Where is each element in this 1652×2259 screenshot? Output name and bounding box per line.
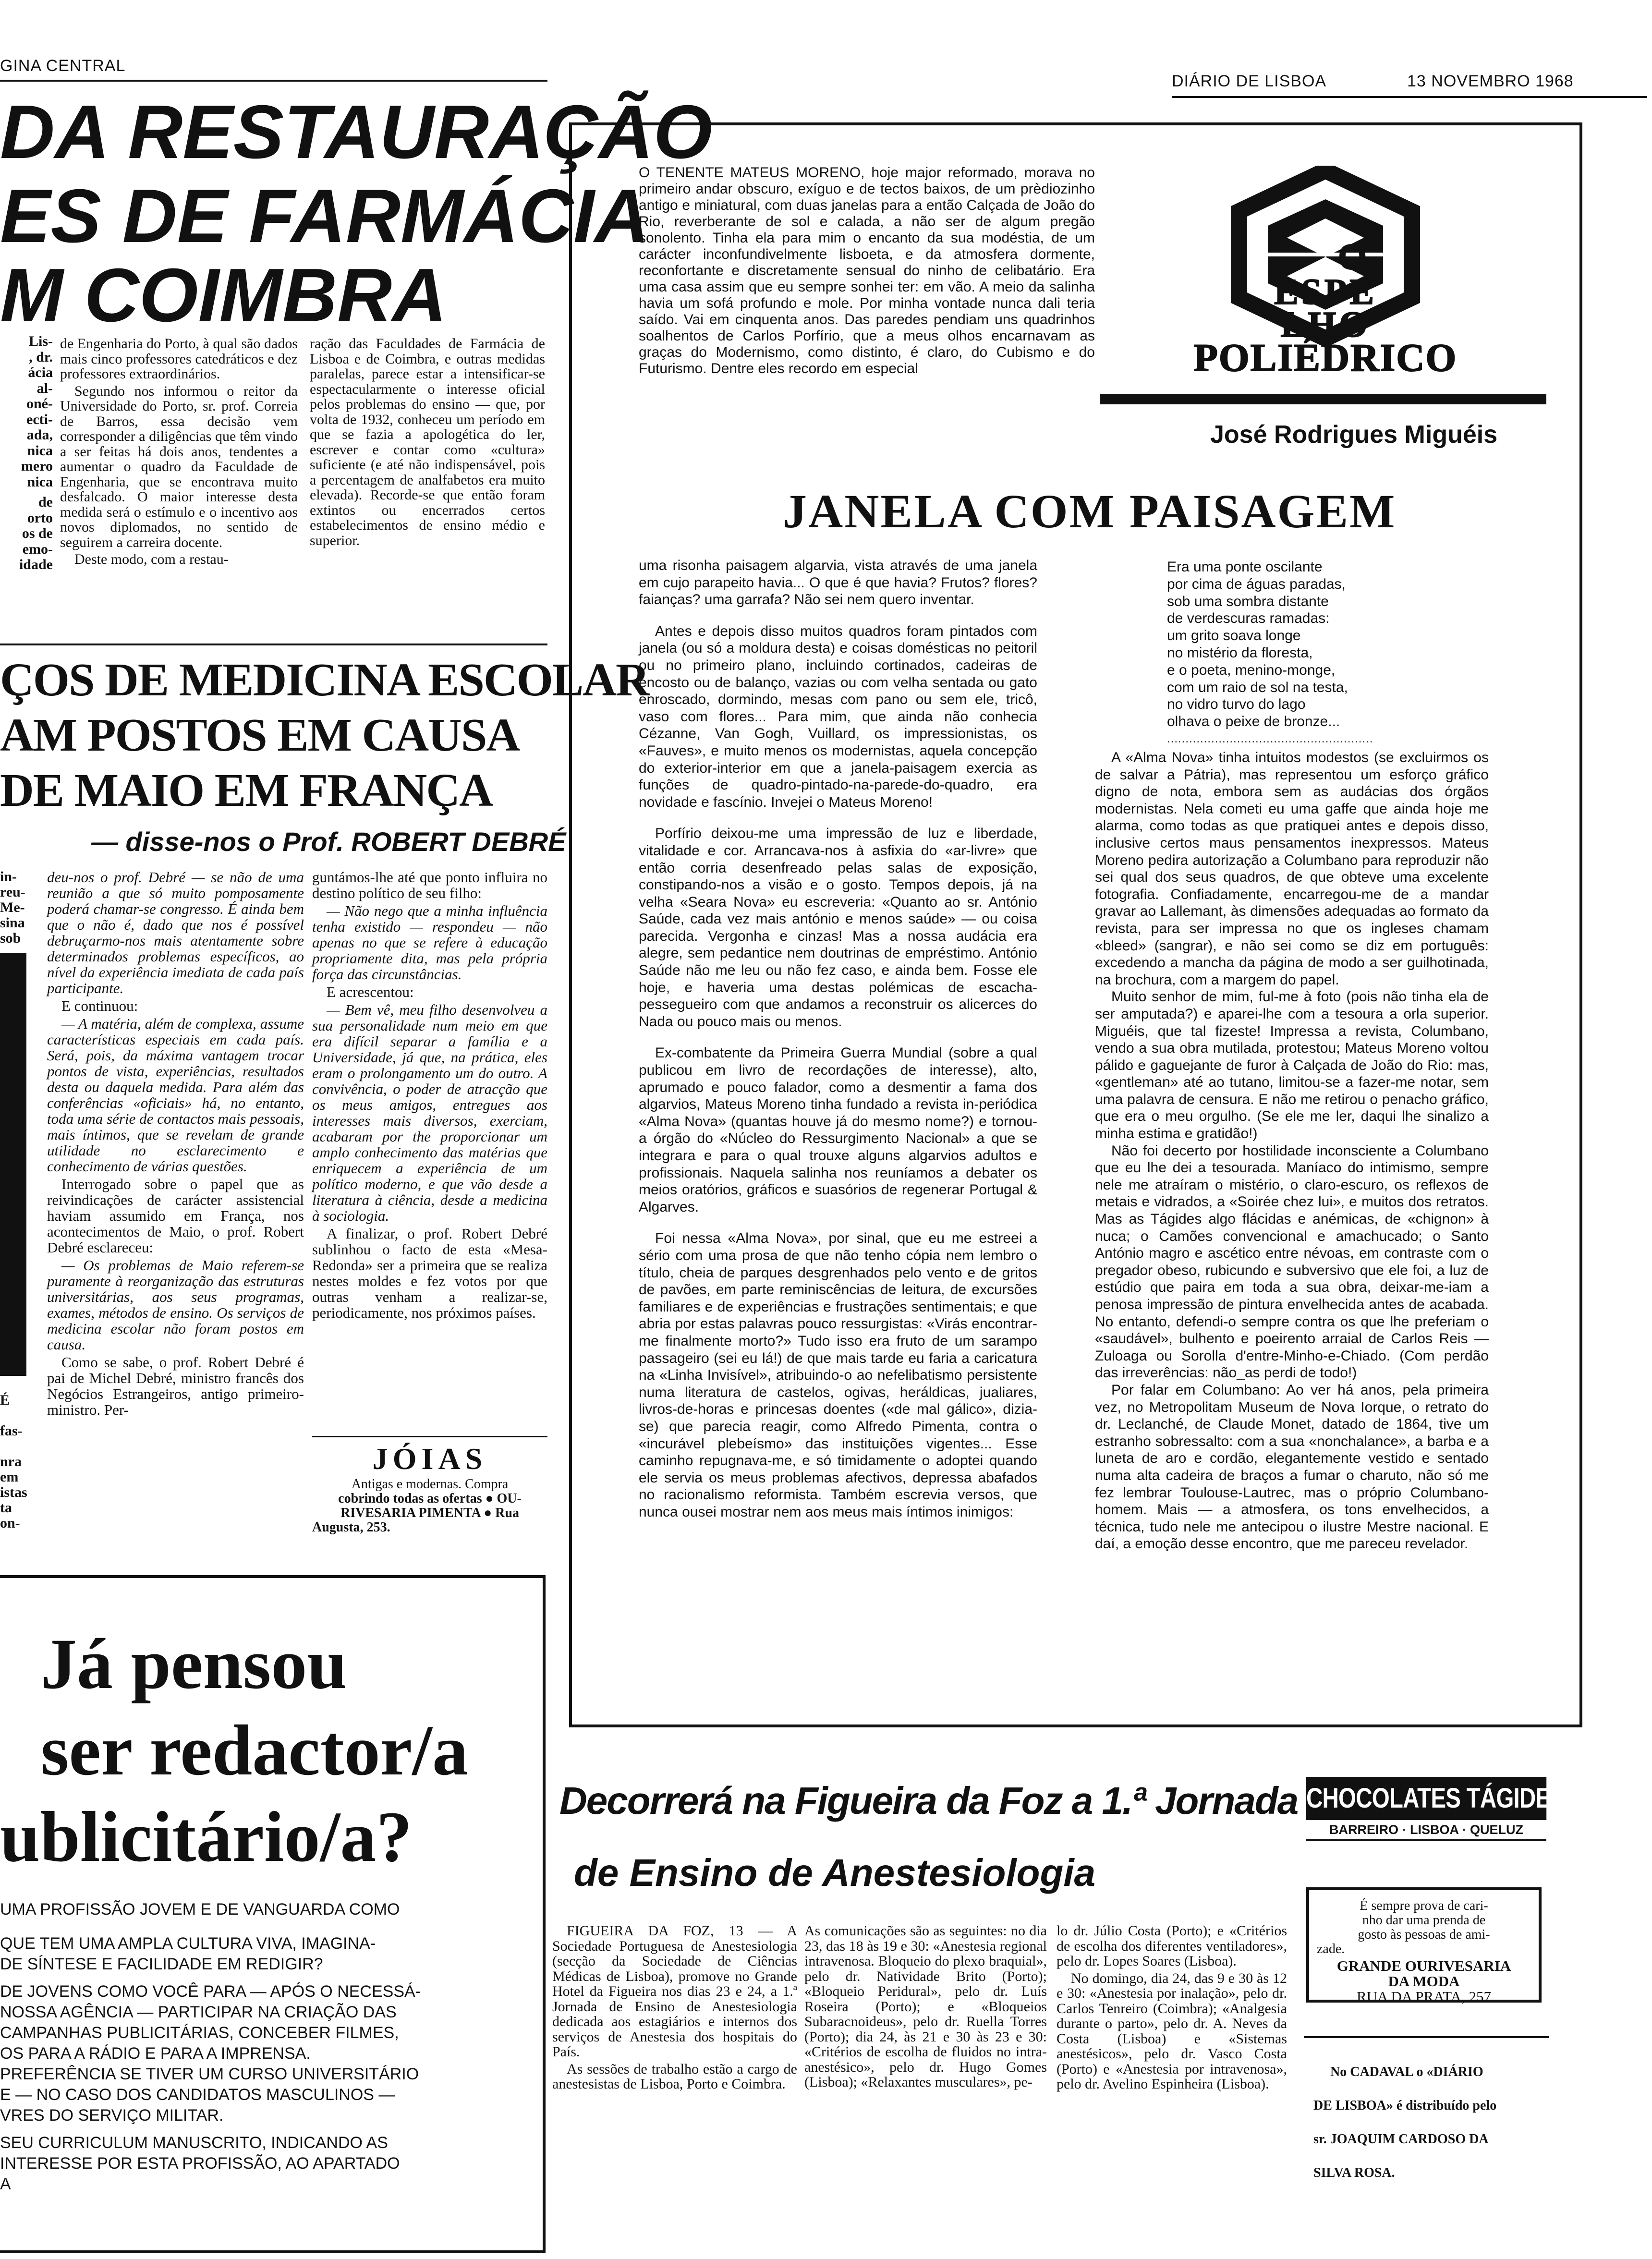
medicina-headline-2: AM POSTOS EM CAUSA	[0, 709, 520, 761]
anestesia-column-2: As comunicações são as seguintes: no dia 23, das 18 às 19 e 30: «Anestesia regional intravenosa. Bloqueio do plexo braquial», pelo dr. Natividade Brito (Porto); «Bloqueio Peridural», pelo dr. Luís Roseira (Porto); e «Bloqueios Subaracnoideus», pelo dr. Ruella Torres (Porto); dia 24, às 21 e 30 às 23 e 30: «Critérios de escolha de fluidos no intra-anestésico», pelo dr. Hugo Gomes (Lisboa); «Relaxantes musculares», pe-	[804, 1923, 1047, 2090]
anestesia-column-3: lo dr. Júlio Costa (Porto); e «Critérios de escolha dos diferentes ventiladores», pelo dr. Lopes Soares (Lisboa). No domingo, dia 24, das 9 e 30 às 12 e 30: «Anestesia por inalação», pelo dr. Carlos Tenreiro (Coimbra); «Analgesia durante o parto», pelo dr. A. Neves da Costa (Lisboa) e «Sistemas anestésicos», pelo dr. Vasco Costa (Porto) e «Anestesia por intravenosa», pelo dr. Avelino Espinheira (Lisboa).	[1057, 1923, 1287, 2092]
anestesia-headline-2: de Ensino de Anestesiologia	[574, 1851, 1096, 1894]
espelho-intro: O TENENTE MATEUS MORENO, hoje major reformado, morava no primeiro andar obscuro, exíguo e de tectos baixos, de um prèdiozinho antigo e miniatural, com duas janelas para a então Calçada de João do Rio, reverberante de sol e calada, a não ser de algum pregão sonolento. Tinha ela para mim o encanto da sua modéstia, de um carácter inconfundivelmente lisboeta, e da atmosfera dormente, reconfortante e discretamente sensual do ninho de celibatário. Era uma casa assim que eu sempre sonhei ter: em vão. A meio da salinha havia um sofá profundo e mole. Por minha vontade nunca dali teria saído. Vai em cinquenta anos. Das paredes pendiam uns quadrinhos soalhentos de Carlos Porfírio, que a meus olhos encarnavam as graças do Modernismo, como distinto, é claro, do Cubismo e do Futurismo. Dentre eles recordo em especial	[639, 165, 1095, 376]
logo-word-o: O	[1337, 236, 1368, 278]
joias-line-4: Augusta, 253.	[312, 1520, 390, 1535]
joias-ad	[312, 1441, 547, 1535]
joias-line-2: cobrindo todas as ofertas ● OU-	[338, 1491, 522, 1506]
redactor-headline-2: ser redactor/a	[41, 1711, 468, 1790]
logo-word-espe: ESPE	[1274, 272, 1377, 312]
joias-top-rule	[312, 1436, 547, 1437]
espelho-column-1: uma risonha paisagem algarvia, vista através de uma janela em cujo parapeito havia... O que é que havia? Frutos? flores? faianças? uma garrafa? Não sei nem quero inventar. Antes e depois disso muitos quadros foram pintados com janela (ou só a moldura desta) e coisas domésticas no peitoril ou no primeiro plano, incluindo cortinados, cadeiras de encosto ou de balanço, vazias ou com velha sentada ou gato enroscado, dormindo, mesas com pano ou sem ele, tricô, vaso com flores... Para mim, que ainda não conhecia Cézanne, Van Gogh, Vuillard, os impressionistas, os «Fauves», e muito menos os modernistas, aquela concepção do exterior-interior em que a janela-paisagem exercia as funções de quadro-pintado-na-parede-do-quadro, era novidade e fascínio. Invejei o Mateus Moreno! Porfírio deixou-me uma impressão de luz e liberdade, vitalidade e cor. Arrancava-nos à asfixia do «ar-livre» que então corria desenfreado pelas salas de exposição, constipando-nos a visão e o gosto. Tempos depois, já na velha «Seara Nova» eu escreveria: «Quanto ao sr. António Saúde, cada vez mais antónio e menos saúde» — ou coisa parecida. Vergonha e cinzas! Mas a nossa audácia era alegre, sem pedantice nem doutrinas de empréstimo. António Saúde não me leu ou não fez caso, e ainda bem. Fosse ele hoje, e haveria uma destas polémicas de escacha-pessegueiro com que andamos a reconstruir os alicerces do Nada ou pouco mais ou menos. Ex-combatente da Primeira Guerra Mundial (sobre a qual publicou em livro de recordações de interesse), alto, aprumado e pouco falador, como a desmentir a fama dos algarvios, Mateus Moreno tinha fundado a revista in-periódica «Alma Nova» (quantas houve já do mesmo nome?) e tornou-a órgão do «Núcleo do Ressurgimento Nacional» a que se integrara e para o qual trouxe alguns algarvios adultos e profissionais. Naquela salinha nos reuníamos a debater os meios oratórios, gráficos e suasórios de regenerar Portugal & Algarves. Foi nessa «Alma Nova», por sinal, que eu me estreei a sério com uma prosa de que não tenho cópia nem lembro o título, cheia de parques desgrenhados pelo vento e de gritos de pavões, em parte reminiscências de leitura, de excursões familiares e de experiências e frustrações sentimentais; e que abria por estas palavras pouco ressurgistas: «Virás encontrar-me finalmente morto?» Tudo isso era fruto de um sarampo passageiro (sei eu lá!) de que mais tarde eu faria a caricatura na «Linha Invisível», atribuindo-o ao nefelibatismo persistente numa literatura de castelos, ogivas, heráldicas, jualiares, livros-de-horas e princesas doentes («de mal gálico», dizia-se) que parecia reagir, como Alfredo Pimenta, contra o «incurável plebeísmo» das instituições vigentes... Esse caminho repugnava-me, e só timidamente o adoptei quando ele servia os meus problemas afectivos, depressa abafados no racionalismo reformista. Também escrevia versos, que nunca ousei mostrar nem aos meus mais íntimos inimigos:	[639, 558, 1037, 1520]
redactor-body: UMA PROFISSÃO JOVEM E DE VANGUARDA COMO QUE TEM UMA AMPLA CULTURA VIVA, IMAGINA- DE SÍNTESE E FACILIDADE EM REDIGIR? DE JOVENS COMO VOCÊ PARA — APÓS O NECESSÁ- NOSSA AGÊNCIA — PARTICIPAR NA CRIAÇÃO DAS CAMPANHAS PUBLICITÁRIAS, CONCEBER FILMES, OS PARA A RÁDIO E PARA A IMPRENSA. PREFERÊNCIA SE TIVER UM CURSO UNIVERSITÁRIO E — NO CASO DOS CANDIDATOS MASCULINOS — VRES DO SERVIÇO MILITAR. SEU CURRICULUM MANUSCRITO, INDICANDO AS INTERESSE POR ESTA PROFISSÃO, AO APARTADO A	[0, 1900, 421, 2193]
joias-title: JÓIAS	[372, 1442, 487, 1476]
medicina-cut-edge-lower: É fas- nra em istas ta on-	[0, 1392, 27, 1531]
espelho-poem: Era uma ponte oscilante por cima de águas paradas, sob uma sombra distante de verdescuras ramadas: um grito soava longe no mistério da floresta, e o poeta, menino-monge, com um raio de sol na testa, no vidro turvo do lago olhava o peixe de bronze... ........................................................	[1167, 559, 1373, 745]
anestesia-headline-1: Decorrerá na Figueira da Foz a 1.ª Jornada	[559, 1779, 1298, 1822]
espelho-logo	[1100, 166, 1551, 384]
cadaval-notice: No CADAVAL o «DIÁRIO DE LISBOA» é distribuído pelo sr. JOAQUIM CARDOSO DA SILVA ROSA.	[1313, 2065, 1497, 2180]
medicina-byline: — disse-nos o Prof. ROBERT DEBRÉ	[91, 826, 566, 857]
chocolates-cities: BARREIRO · LISBOA · QUELUZ	[1306, 1820, 1546, 1841]
farmacia-headline-2: ES DE FARMÁCIA	[0, 174, 649, 258]
joias-line-3: RIVESARIA PIMENTA ● Rua	[340, 1506, 519, 1520]
espelho-title: JANELA COM PAISAGEM	[783, 485, 1397, 538]
chocolates-ad	[1306, 1777, 1566, 1849]
medicina-column-2: guntámos-lhe até que ponto influira no destino político de seu filho: — Não nego que a minha influência tenha existido — respondeu — não apenas no que se refere à educação propriamente dita, mas pela própria força das circunstâncias. E acrescentou: — Bem vê, meu filho desenvolveu a sua personalidade num meio em que era difícil separar a família e a Universidade, já que, na prática, eles eram o prolongamento um do outro. A convivência, o poder de atracção que os meus amigos, entregues aos interesses mais diversos, exerciam, acabaram por the proporcionar um amplo conhecimento das matérias que enriquecem a experiência de um político moderno, e que vão desde a literatura à ciência, desde a medicina à sociologia. A finalizar, o prof. Robert Debré sublinhou o facto de esta «Mesa-Redonda» ser a primeira que se realiza nestes moldes e fez votos por que outras venham a realizar-se, periodicamente, nos próximos países.	[312, 869, 547, 1321]
joias-line-1: Antigas e modernas. Compra	[351, 1477, 509, 1492]
author-name: José Rodrigues Miguéis	[1210, 421, 1498, 449]
farmacia-column-1: de Engenharia do Porto, à qual são dados mais cinco professores catedráticos e dez professores extraordinários. Segundo nos informou o reitor da Universidade do Porto, sr. prof. Correia de Barros, essa decisão vem corresponder a diligências que têm vindo a ser feitas há dois anos, tendentes a aumentar o quadro da Faculdade de Engenharia, que se encontrava muito desfalcado. O maior interesse desta medida será o estímulo e o incentivo aos novos diplomados, no sentido de seguirem a carreira docente. Deste modo, com a restau-	[60, 336, 298, 567]
anestesia-column-1: FIGUEIRA DA FOZ, 13 — A Sociedade Portuguesa de Anestesiologia (secção da Sociedade de Ciências Médicas de Lisboa), promove no Grande Hotel da Figueira nos dias 23 e 24, a 1.ª Jornada de Ensino de Anestesiologia dedicada aos estagiários e internos dos serviços de Anestesia dos hospitais do País. As sessões de trabalho estão a cargo de anestesistas de Lisboa, Porto e Coimbra.	[552, 1923, 797, 2092]
portrait-photo-fragment	[0, 953, 26, 1376]
logo-word-poliedrico: POLIÉDRICO	[1193, 336, 1458, 379]
header-rule-left	[0, 80, 547, 82]
farmacia-headline-1: DA RESTAURAÇÃO	[0, 90, 713, 174]
issue-date: 13 NOVEMBRO 1968	[1407, 72, 1574, 90]
ourivesaria-ad: É sempre prova de cari- nho dar uma prenda de gosto às pessoas de ami- zade. GRANDE OURIVESARIA DA MODA RUA DA PRATA, 257	[1306, 1887, 1542, 2003]
redactor-headline-3: ublicitário/a?	[0, 1797, 413, 1877]
logo-underline	[1100, 394, 1546, 404]
farmacia-bottom-rule	[0, 644, 547, 645]
farmacia-headline-3: M COIMBRA	[0, 253, 447, 338]
farmacia-column-2: ração das Faculdades de Farmácia de Lisboa e de Coimbra, e outras medidas paralelas, parece estar a intensificar-se espectacularmente o interesse oficial pelos problemas do ensino — que, por volta de 1932, conheceu um período em que se fazia a apologética do ler, escrever e contar como «cultura» suficiente (e até não indispensável, pois a percentagem de analfabetos era muito elevada). Recorde-se que então foram extintos ou encerrados certos estabelecimentos de ensino médio e superior.	[310, 336, 545, 548]
espelho-column-2: A «Alma Nova» tinha intuitos modestos (se excluirmos os de salvar a Pátria), mas representou um esforço gráfico digno de nota, embora sem as audácias dos órgãos modernistas. Nela cometi eu uma gaffe que ainda hoje me alarma, como todas as que pratiquei antes e depois disso, inclusive certos maus pensamentos inexpressos. Mateus Moreno pedira autorização a Columbano para reproduzir não sei qual dos seus quadros, de que obteve uma excelente fotografia. Confiadamente, encarregou-me de a mandar gravar ao Lallemant, às dimensões adequadas ao formato da revista, para ser impressa no que os ingleses chamam «bleed» (sangrar), e não sei como se diz em português: excedendo a mancha da página de modo a ser guilhotinada, na brochura, com a margem do papel. Muito senhor de mim, ful-me à foto (pois não tinha ela de ser amputada?) e aparei-lhe com a tesoura a orla superior. Miguéis, que tal fizeste! Impressa a revista, Columbano, vendo a sua obra mutilada, protestou; Mateus Moreno voltou pálido e gaguejante de furor à Calçada de João do Rio: mas, «gentleman» até ao tutano, limitou-se a fazer-me notar, sem uma palavra de censura. E não me retirou o penacho gráfico, que era o meu orgulho. (Se ele me ler, daqui lhe sinalizo a minha estima e gratidão!) Não foi decerto por hostilidade inconsciente a Columbano que eu lhe dei a tesourada. Maníaco do intimismo, sempre nele me atraíram o mistério, o claro-escuro, os reflexos de metais e vidrados, a «Soirée chez lui», e muitos dos retratos. Mas as Tágides algo flácidas e anémicas, de «chignon» à nuca; o Camões convencional e amachucado; o Santo António magro e ascético entre névoas, em contraste com o pregador obeso, rubicundo e subversivo que ele foi, a luz de estúdio que paira em toda a sua obra, deixar-me-iam a penosa impressão de pintura envelhecida antes de acabada. No entanto, defendi-o sempre contra os que lhe preferiam o «saudável», bulhento e poeirento arraial de Carlos Reis — Zuloaga ou Sorolla d'entre-Minho-e-Chiado. (Com perdão das irreverências: não_as perdi de todo!) Por falar em Columbano: Ao ver há anos, pela primeira vez, no Metropolitam Museum de Nova Iorque, o retrato do dr. Leclanché, de Claude Monet, datado de 1864, tive um estranho sobressalto: com a sua «nonchalance», a barba e a luneta de aro e cordão, elegantemente vestido e sentado numa alta cadeira de braços a fumar o charuto, não só me fez lembrar Toulouse-Lautrec, mas o próprio Columbano-homem. Mais — a atmosfera, os tons envelhecidos, a técnica, tudo nele me antecipou o ilustre Mestre nacional. E daí, a emoção desse encontro, que me pareceu revelador.	[1095, 750, 1489, 1552]
redactor-headline-1: Já pensou	[41, 1624, 347, 1704]
medicina-column-1: deu-nos o prof. Debré — se não de uma reunião a que só muito pomposamente poderá chamar-se congresso. É ainda bem que o não é, dado que nos é possível debruçarmo-nos mais atentamente sobre determinados problemas específicos, ao nível da experiência imediata de cada país participante. E continuou: — A matéria, além de complexa, assume características especiais em cada país. Será, pois, da máxima vantagem trocar pontos de vista, experiências, resultados desta ou daquela medida. Para além das conferências «oficiais» há, no entanto, toda uma série de contactos mais pessoais, mais íntimos, que se revelam de grande utilidade no esclarecimento e conhecimento de várias questões. Interrogado sobre o papel que as reivindicações de carácter assistencial haviam assumido em França, nos acontecimentos de Maio, o prof. Robert Debré esclareceu: — Os problemas de Maio referem-se puramente à reorganização das estruturas universitárias, aos seus programas, exames, métodos de ensino. Os serviços de medicina escolar não foram postos em causa. Como se sabe, o prof. Robert Debré é pai de Michel Debré, ministro francês dos Negócios Estrangeiros, antigo primeiro-ministro. Per-	[47, 869, 304, 1418]
page-section-label: GINA CENTRAL	[0, 57, 126, 75]
farmacia-cut-edge: Lis- , dr. ácia al- oné- ecti- ada, nica mero nica de orto os de emo- idade	[19, 333, 53, 572]
cadaval-top-rule	[1304, 2036, 1549, 2038]
medicina-cut-edge: in- reu- Me- sina sob	[0, 869, 25, 946]
newspaper-name: DIÁRIO DE LISBOA	[1172, 72, 1327, 90]
header-rule-right	[1172, 96, 1647, 98]
logo-word-lho: LHO	[1280, 304, 1371, 345]
medicina-headline-1: ÇOS DE MEDICINA ESCOLAR	[0, 654, 649, 706]
medicina-headline-3: DE MAIO EM FRANÇA	[0, 765, 492, 816]
chocolates-brand: CHOCOLATES TÁGIDES	[1306, 1777, 1546, 1820]
